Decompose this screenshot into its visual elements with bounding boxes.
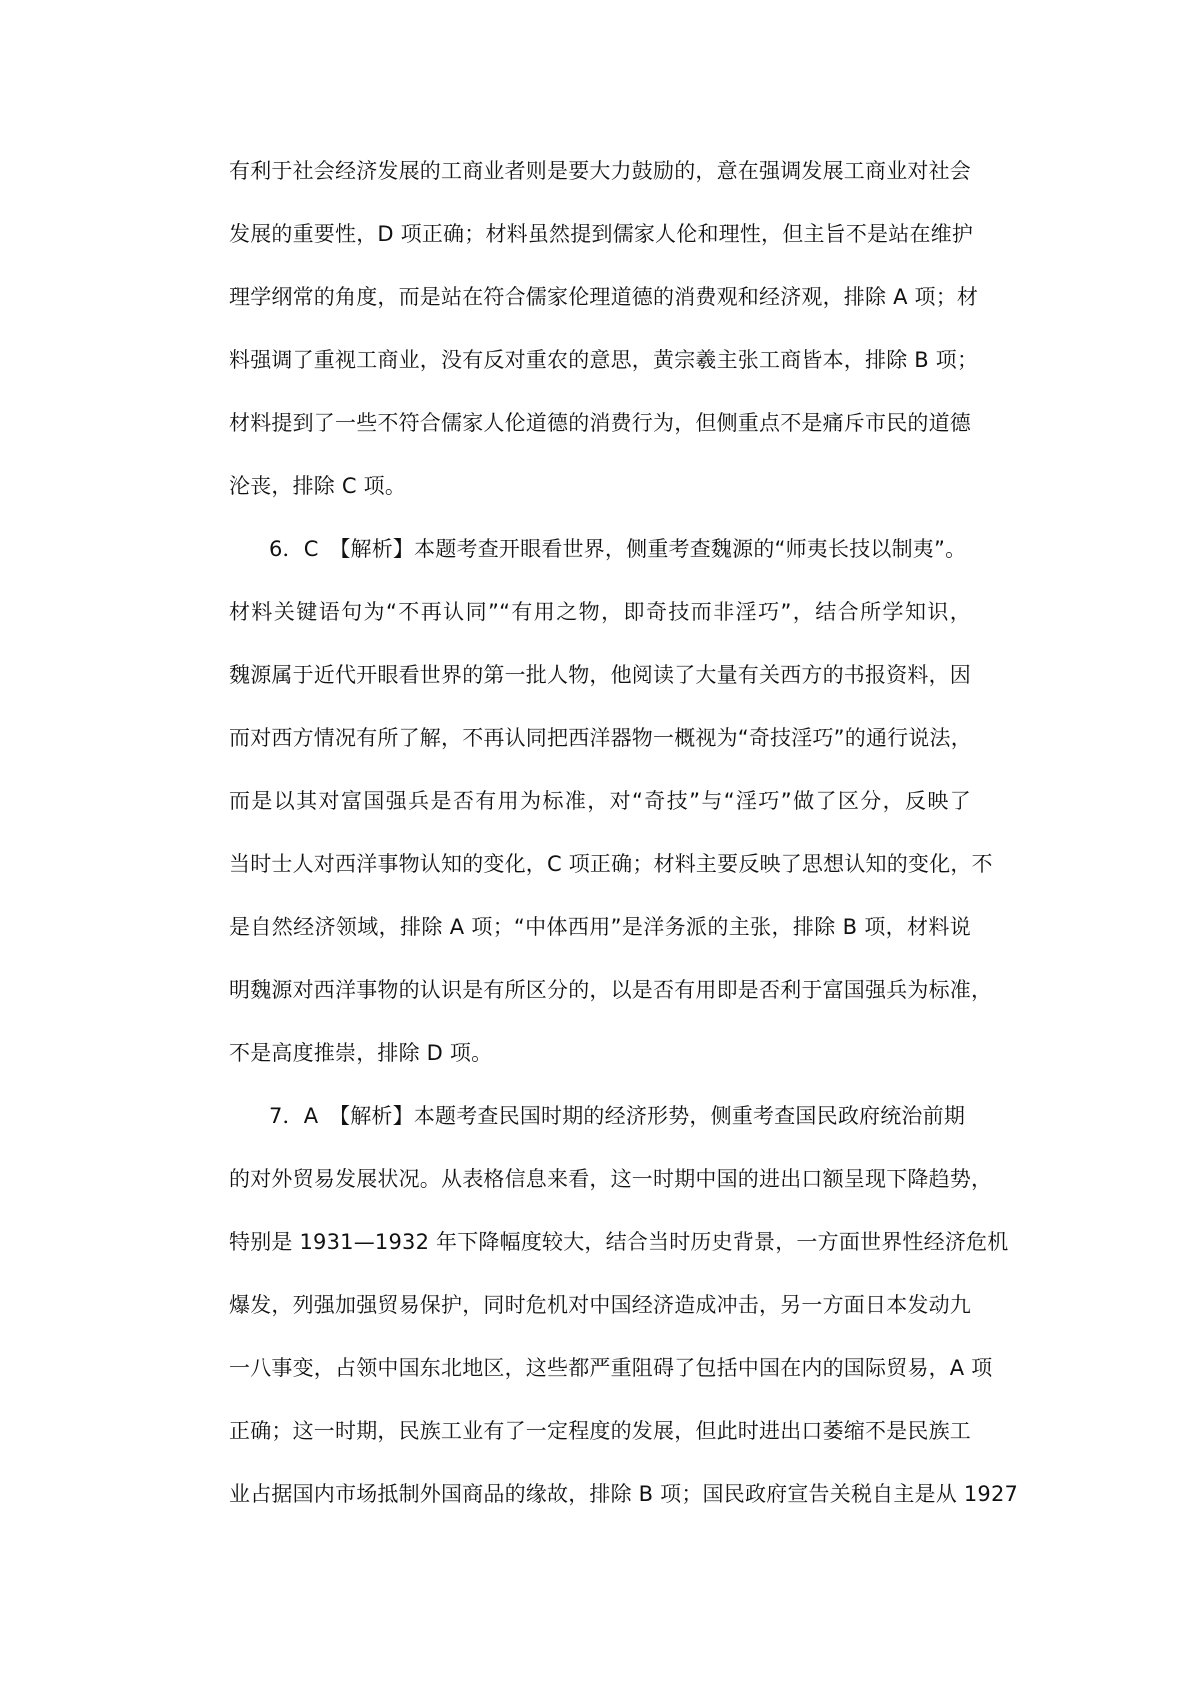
text-line: 魏源属于近代开眼看世界的第一批人物，他阅读了大量有关西方的书报资料，因 bbox=[229, 663, 971, 687]
question-6-heading-line: 6．C 【解析】本题考查开眼看世界，侧重考查魏源的“师夷长技以制夷”。 bbox=[269, 537, 967, 561]
text-line: 发展的重要性，D 项正确；材料虽然提到儒家人伦和理性，但主旨不是站在维护 bbox=[229, 222, 974, 246]
text-line: 明魏源对西洋事物的认识是有所区分的，以是否有用即是否利于富国强兵为标准， bbox=[229, 978, 993, 1002]
text-line: 沦丧，排除 C 项。 bbox=[229, 474, 407, 498]
question-7-heading-line: 7．A 【解析】本题考查民国时期的经济形势，侧重考查国民政府统治前期 bbox=[269, 1104, 966, 1128]
text-line: 不是高度推崇，排除 D 项。 bbox=[229, 1041, 493, 1065]
answer-explanation-text bbox=[229, 153, 1019, 1539]
text-line: 材料提到了一些不符合儒家人伦道德的消费行为，但侧重点不是痛斥市民的道德 bbox=[229, 411, 971, 435]
text-line: 料强调了重视工商业，没有反对重农的意思，黄宗羲主张工商皆本，排除 B 项； bbox=[229, 348, 979, 372]
text-line: 而是以其对富国强兵是否有用为标准，对“奇技”与“淫巧”做了区分，反映了 bbox=[229, 789, 971, 813]
text-line: 而对西方情况有所了解，不再认同把西洋器物一概视为“奇技淫巧”的通行说法， bbox=[229, 726, 972, 750]
text-line: 业占据国内市场抵制外国商品的缘故，排除 B 项；国民政府宣告关税自主是从 1927 bbox=[229, 1482, 1019, 1506]
text-line: 当时士人对西洋事物认知的变化，C 项正确；材料主要反映了思想认知的变化，不 bbox=[229, 852, 993, 876]
text-line: 理学纲常的角度，而是站在符合儒家伦理道德的消费观和经济观，排除 A 项；材 bbox=[229, 285, 979, 309]
text-line: 的对外贸易发展状况。从表格信息来看，这一时期中国的进出口额呈现下降趋势， bbox=[229, 1167, 993, 1191]
text-line: 特别是 1931—1932 年下降幅度较大，结合当时历史背景，一方面世界性经济危机 bbox=[229, 1230, 1009, 1254]
text-line: 正确；这一时期，民族工业有了一定程度的发展，但此时进出口萎缩不是民族工 bbox=[229, 1419, 971, 1443]
text-line: 有利于社会经济发展的工商业者则是要大力鼓励的，意在强调发展工商业对社会 bbox=[229, 159, 971, 183]
text-line: 是自然经济领域，排除 A 项；“中体西用”是洋务派的主张，排除 B 项，材料说 bbox=[229, 915, 971, 939]
text-line: 一八事变，占领中国东北地区，这些都严重阻碍了包括中国在内的国际贸易，A 项 bbox=[229, 1356, 993, 1380]
text-line: 材料关键语句为“不再认同”“有用之物，即奇技而非淫巧”，结合所学知识， bbox=[229, 600, 971, 624]
text-line: 爆发，列强加强贸易保护，同时危机对中国经济造成冲击，另一方面日本发动九 bbox=[229, 1293, 971, 1317]
